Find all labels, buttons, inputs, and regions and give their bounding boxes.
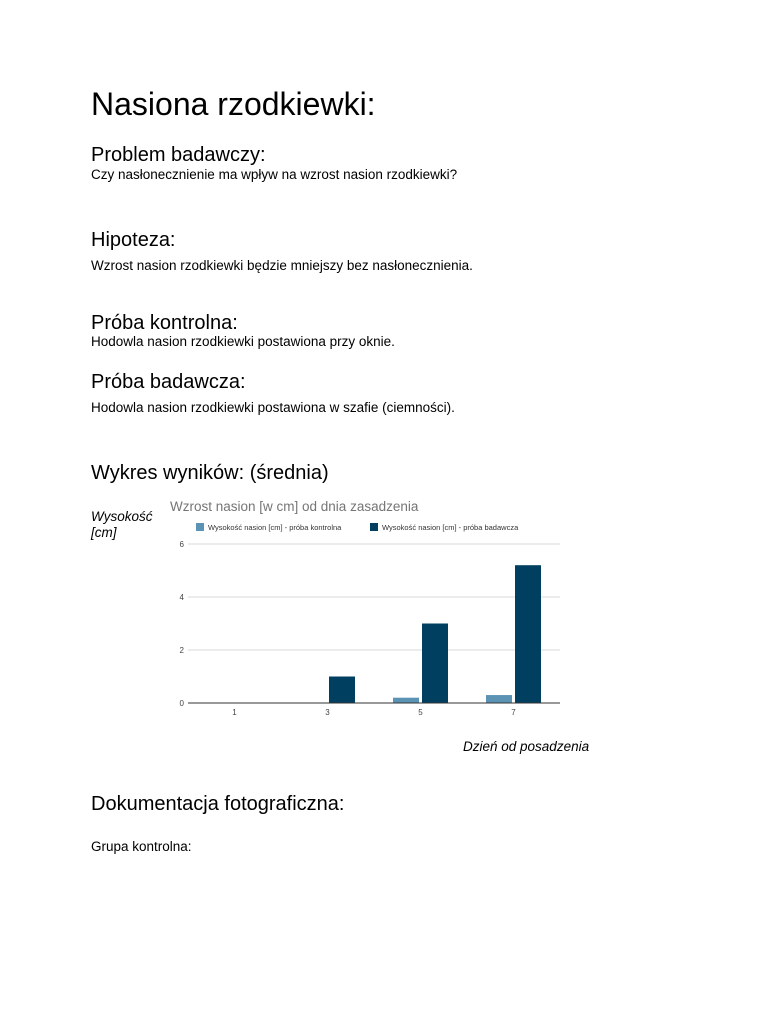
y-axis-caption-line1: Wysokość	[91, 509, 153, 524]
chart-bar-0-2	[393, 698, 419, 703]
section-text-hypothesis: Wzrost nasion rzodkiewki będzie mniejszy bez nasłonecznienia.	[91, 258, 473, 273]
chart-y-tick-label-0: 0	[179, 699, 184, 708]
chart-bar-0-3	[486, 695, 512, 703]
results-heading: Wykres wyników: (średnia)	[91, 462, 329, 484]
chart-y-tick-label-2: 4	[179, 593, 184, 602]
chart-legend-swatch-0	[196, 523, 204, 531]
chart-y-tick-label-3: 6	[179, 540, 184, 549]
section-text-research: Hodowla nasion rzodkiewki postawiona w szafie (ciemności).	[91, 400, 455, 415]
chart-x-tick-label-0: 1	[232, 708, 237, 717]
chart-bar-1-3	[515, 565, 541, 703]
section-text-problem: Czy nasłonecznienie ma wpływ na wzrost nasion rzodkiewki?	[91, 167, 458, 182]
section-heading-problem: Problem badawczy:	[91, 144, 266, 166]
chart-x-tick-label-2: 5	[418, 708, 423, 717]
chart-bar-1-2	[422, 624, 448, 704]
photo-heading: Dokumentacja fotograficzna:	[91, 793, 345, 815]
section-heading-control: Próba kontrolna:	[91, 312, 238, 334]
page-title: Nasiona rzodkiewki:	[91, 86, 376, 122]
chart-title: Wzrost nasion [w cm] od dnia zasadzenia	[170, 499, 419, 514]
section-heading-research: Próba badawcza:	[91, 371, 246, 393]
chart-legend-label-1: Wysokość nasion [cm] - próba badawcza	[382, 523, 519, 532]
y-axis-caption-line2: [cm]	[91, 525, 117, 540]
chart-bar-1-1	[329, 677, 355, 704]
x-axis-caption: Dzień od posadzenia	[463, 739, 590, 754]
chart-x-tick-label-1: 3	[325, 708, 330, 717]
chart-y-tick-label-1: 2	[179, 646, 184, 655]
chart-legend-swatch-1	[370, 523, 378, 531]
photo-group-label: Grupa kontrolna:	[91, 839, 192, 854]
chart-x-tick-label-3: 7	[511, 708, 516, 717]
section-text-control: Hodowla nasion rzodkiewki postawiona przy oknie.	[91, 334, 395, 349]
section-heading-hypothesis: Hipoteza:	[91, 229, 176, 251]
chart-legend-label-0: Wysokość nasion [cm] - próba kontrolna	[208, 523, 342, 532]
growth-chart	[160, 490, 572, 722]
